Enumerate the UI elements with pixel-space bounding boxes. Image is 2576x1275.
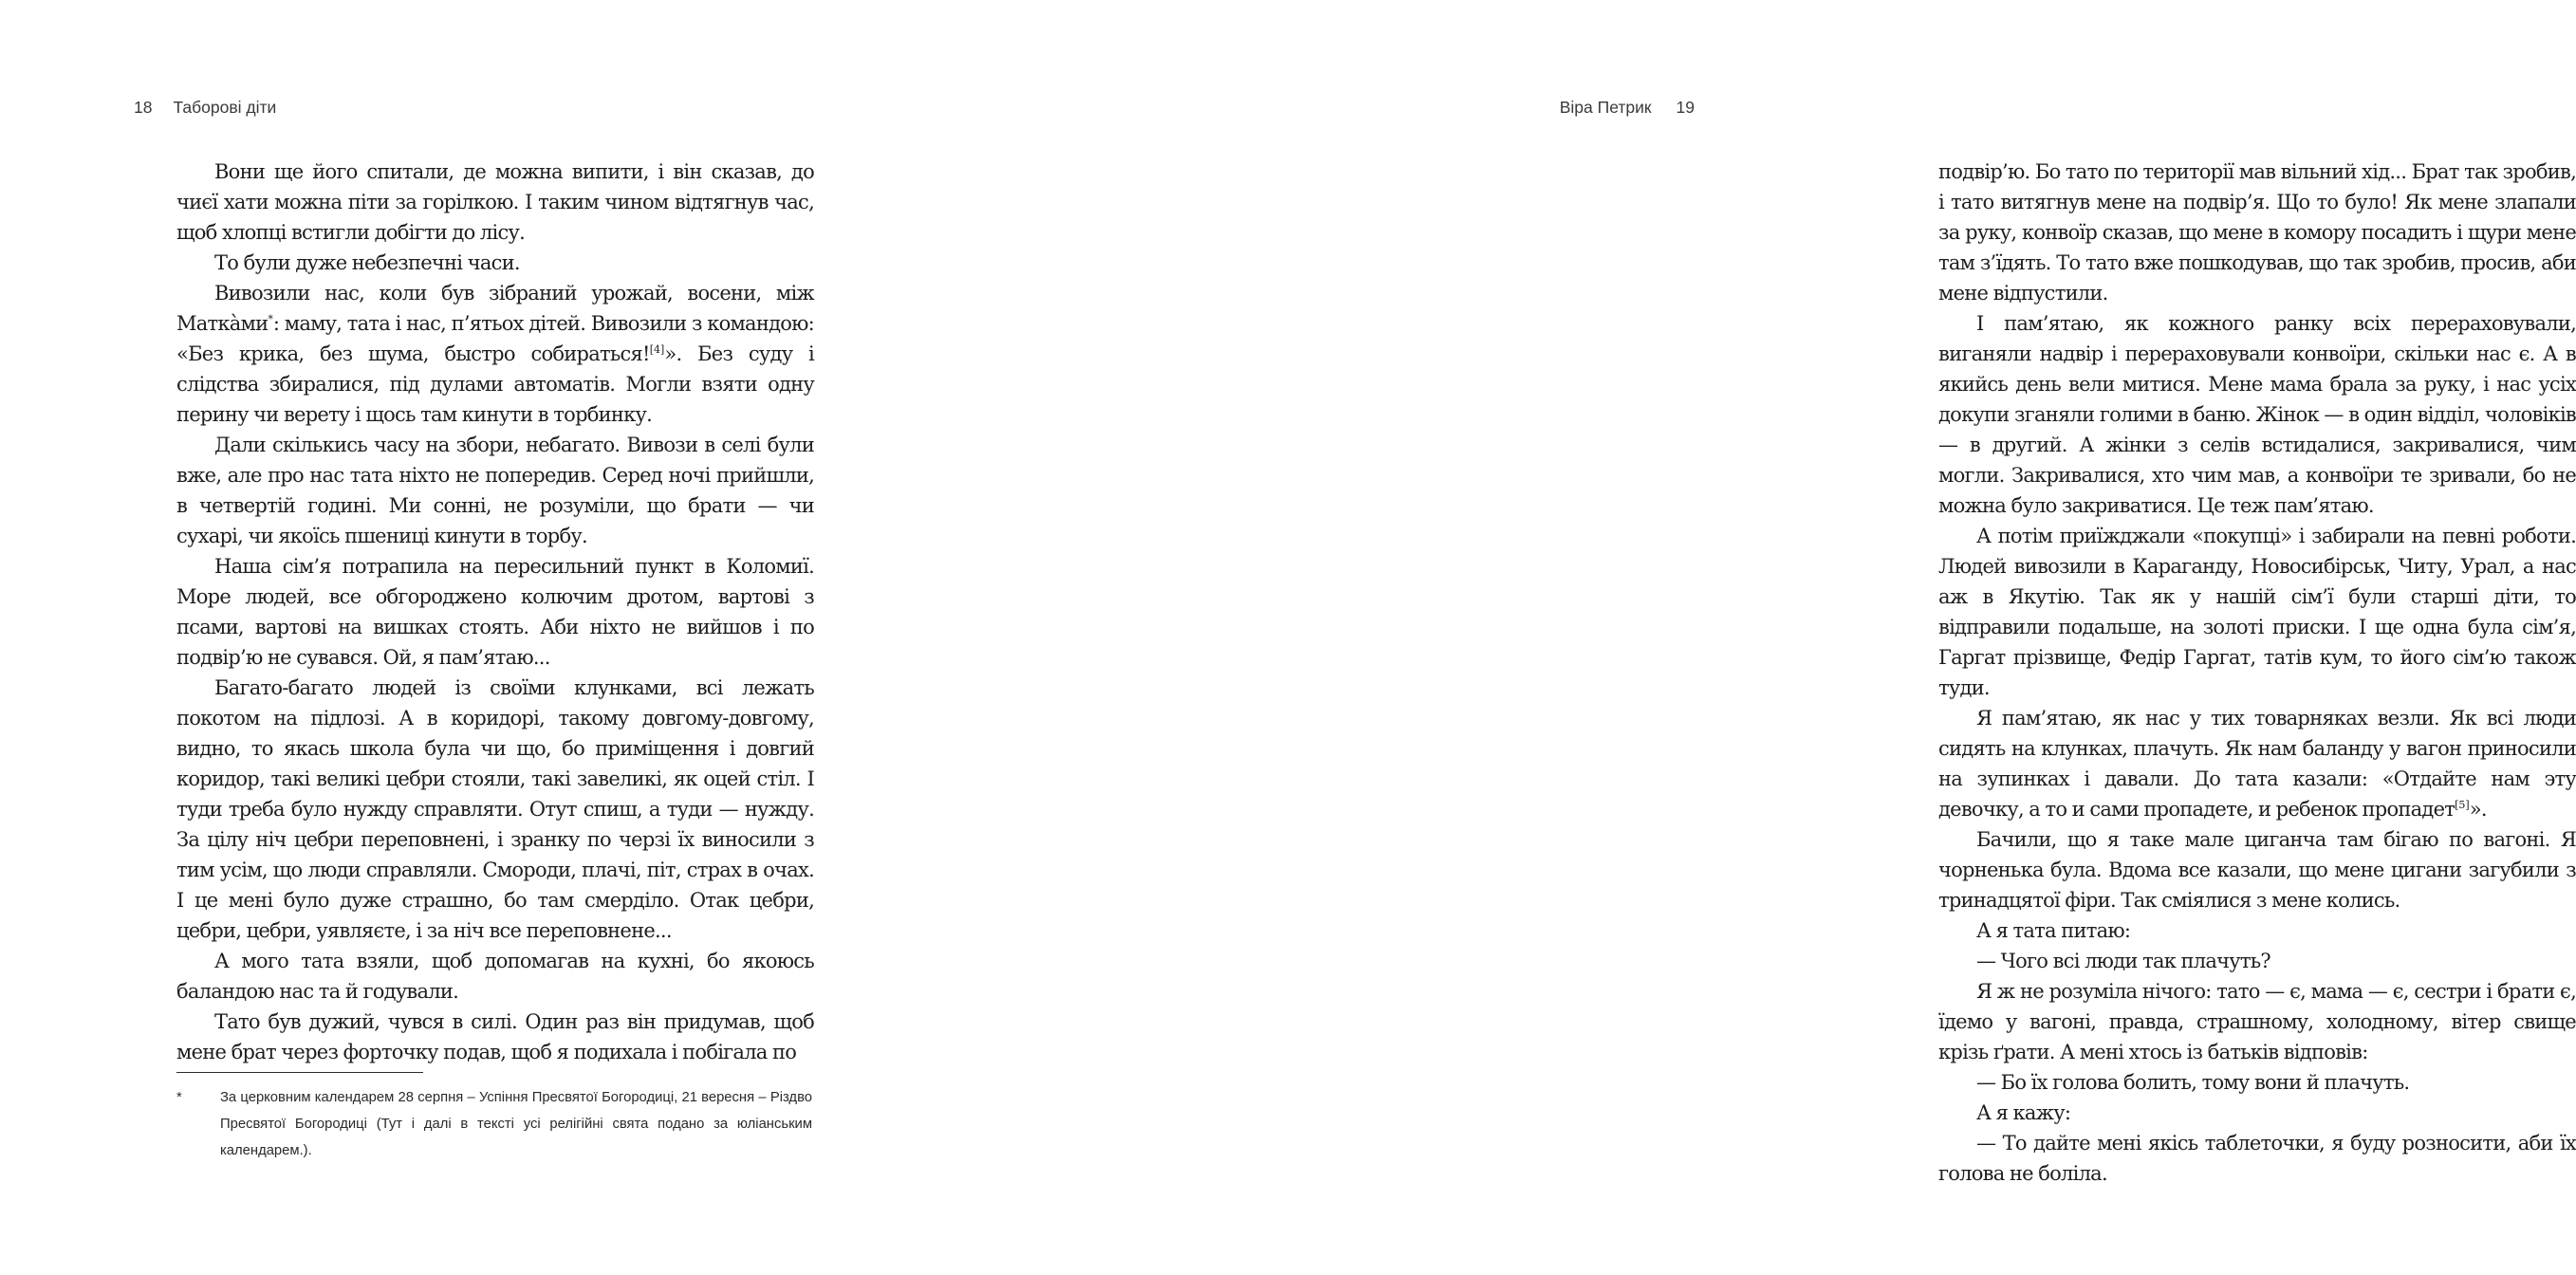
paragraph — [1938, 824, 2576, 915]
paragraph-text: То були дуже небезпечні часи. — [214, 251, 520, 274]
paragraph — [1938, 1128, 2576, 1189]
paragraph-text: Бачили, що я таке мале циганча там бігаю по вагоні. Я чорненька була. Вдома все казали, що мене цигани загубили з тринадцятої фіри. Так сміялися з мене колись. — [1938, 828, 2576, 912]
paragraph — [176, 157, 814, 248]
note-reference: [4] — [649, 343, 665, 356]
paragraph-text: Вони ще його спитали, де можна випити, і він сказав, до чиєї хати можна піти за горілкою. І таким чином відтягнув час, щоб хлопці встигли добігти до лісу. — [176, 160, 814, 244]
note-reference: [5] — [2455, 799, 2470, 811]
left-running-title: Таборові діти — [173, 98, 277, 117]
right-running-head — [1560, 96, 1695, 119]
footnote-text: За церковним календарем 28 серпня – Успіння Пресвятої Богородиці, 21 вересня – Різдво Пресвятої Богородиці (Тут і далі в тексті усі релігійні свята подано за юліанським календарем.). — [220, 1090, 812, 1158]
left-running-head — [134, 96, 276, 119]
paragraph-text: Я пам’ятаю, як нас у тих товарняках везли. Як всі люди сидять на клунках, плачуть. Як нам баланду у вагон приносили на зупинках і давали. До тата казали: «Отдайте нам эту девочку, а то и сами пропадете, и ребенок пропадет — [1938, 707, 2576, 821]
footnote-mark: * — [176, 1090, 182, 1105]
paragraph-text: Наша сім’я потрапила на пересильний пункт в Коломиї. Море людей, все обгороджено колючим дротом, вартові з псами, вартові на вишках стоять. Аби ніхто не вийшов і по подвір’ю не сувався. Ой, я пам’ятаю... — [176, 555, 814, 669]
paragraph — [176, 1007, 814, 1067]
right-page — [911, 0, 2576, 1275]
paragraph-text: А мого тата взяли, щоб допомагав на кухні, бо якоюсь баландою нас та й годували. — [176, 950, 814, 1003]
paragraph-text: — Бо їх голова болить, тому вони й плачуть. — [1976, 1071, 2410, 1094]
paragraph-text: ». — [2469, 798, 2487, 821]
paragraph — [1938, 521, 2576, 703]
paragraph — [176, 551, 814, 673]
paragraph — [1938, 1098, 2576, 1128]
paragraph-text: : маму, тата і нас, п’ятьох дітей. Вивозили з командою: «Без крика, без шума, быстро собираться! — [176, 312, 814, 365]
paragraph-text: А я тата питаю: — [1976, 919, 2131, 942]
left-body-text — [176, 157, 814, 1067]
paragraph-text: Багато-багато людей із своїми клунками, всі лежать покотом на підлозі. А в коридорі, такому довгому-довгому, видно, то якась школа була чи що, бо приміщення і довгий коридор, такі великі цебри стояли, такі завеликі, як оцей стіл. І туди треба було нужду справляти. Отут спиш, а туди — нужду. За цілу ніч цебри переповнені, і зранку по черзі їх виносили з тим усім, що люди справляли. Смороди, плачі, піт, страх в очах. І це мені було дуже страшно, бо там смерділо. Отак цебри, цебри, цебри, уявляєте, і за ніч все переповнене... — [176, 676, 814, 942]
paragraph — [176, 946, 814, 1007]
paragraph-text: Я ж не розуміла нічого: тато — є, мама — є, сестри і брати є, їдемо у вагоні, правда, страшному, холодному, вітер свище крізь ґрати. А мені хтось із батьків відповів: — [1938, 980, 2576, 1063]
right-page-number: 19 — [1676, 98, 1695, 117]
right-body-text — [1938, 157, 2576, 1189]
note-reference: * — [268, 313, 273, 325]
paragraph-text: А потім приїжджали «покупці» і забирали на певні роботи. Людей вивозили в Караганду, Новосибірськ, Читу, Урал, а нас аж в Якутію. Так як у нашій сім’ї були старші діти, то відправили подальше, на золоті приски. І ще одна була сім’я, Гаргат прізвище, Федір Гаргат, татів кум, то його сім’ю також туди. — [1938, 525, 2576, 699]
paragraph-text: Дали скількись часу на збори, небагато. Вивози в селі були вже, але про нас тата ніхто не попередив. Серед ночі прийшли, в четвертій годині. Ми сонні, не розуміли, що брати — чи сухарі, чи якоїсь пшениці кинути в торбу. — [176, 434, 814, 547]
paragraph — [176, 673, 814, 946]
paragraph — [1938, 1067, 2576, 1098]
left-page-number: 18 — [134, 98, 153, 117]
paragraph — [1938, 308, 2576, 521]
paragraph — [1938, 976, 2576, 1067]
paragraph-text: — То дайте мені якісь таблеточки, я буду розносити, аби їх голова не боліла. — [1938, 1132, 2576, 1185]
paragraph — [176, 430, 814, 551]
paragraph-text: подвір’ю. Бо тато по території мав вільний хід... Брат так зробив, і тато витягнув мене на подвір’я. Що то було! Як мене злапали за руку, конвоїр сказав, що мене в комору посадить і щури мене там з’їдять. То тато вже пошкодував, що так зробив, просив, аби мене відпустили. — [1938, 160, 2576, 305]
paragraph-text: І пам’ятаю, як кожного ранку всіх перераховували, виганяли надвір і перераховували конвоїри, скільки нас є. А в якийсь день вели митися. Мене мама брала за руку, і нас усіх докупи зганяли голими в баню. Жінок — в один відділ, чоловіків — в другий. А жінки з селів встидалися, закривалися, чим могли. Закривалися, хто чим мав, а конвоїри те зривали, бо не можна було закриватися. Це теж пам’ятаю. — [1938, 312, 2576, 517]
paragraph — [1938, 915, 2576, 946]
paragraph-text: Тато був дужий, чувся в силі. Один раз він придумав, щоб мене брат через форточку подав, щоб я подихала і побігала по — [176, 1010, 814, 1063]
footnote — [176, 1084, 812, 1164]
paragraph-text: А я кажу: — [1976, 1101, 2071, 1124]
paragraph — [1938, 946, 2576, 976]
paragraph-text: ». Без суду і слідства збиралися, під дулами автоматів. Могли взяти одну перину чи верету і щось там кинути в торбинку. — [176, 342, 815, 426]
paragraph-text: — Чого всі люди так плачуть? — [1976, 950, 2270, 972]
paragraph — [1938, 703, 2576, 824]
paragraph-text: Вивозили нас, коли був зібраний урожай, восени, між Маткàми — [176, 282, 814, 335]
right-running-title: Віра Петрик — [1559, 98, 1652, 117]
footnote-rule — [176, 1072, 423, 1073]
paragraph — [1938, 157, 2576, 308]
paragraph — [176, 278, 814, 430]
paragraph — [176, 248, 814, 278]
left-page — [0, 0, 911, 1275]
